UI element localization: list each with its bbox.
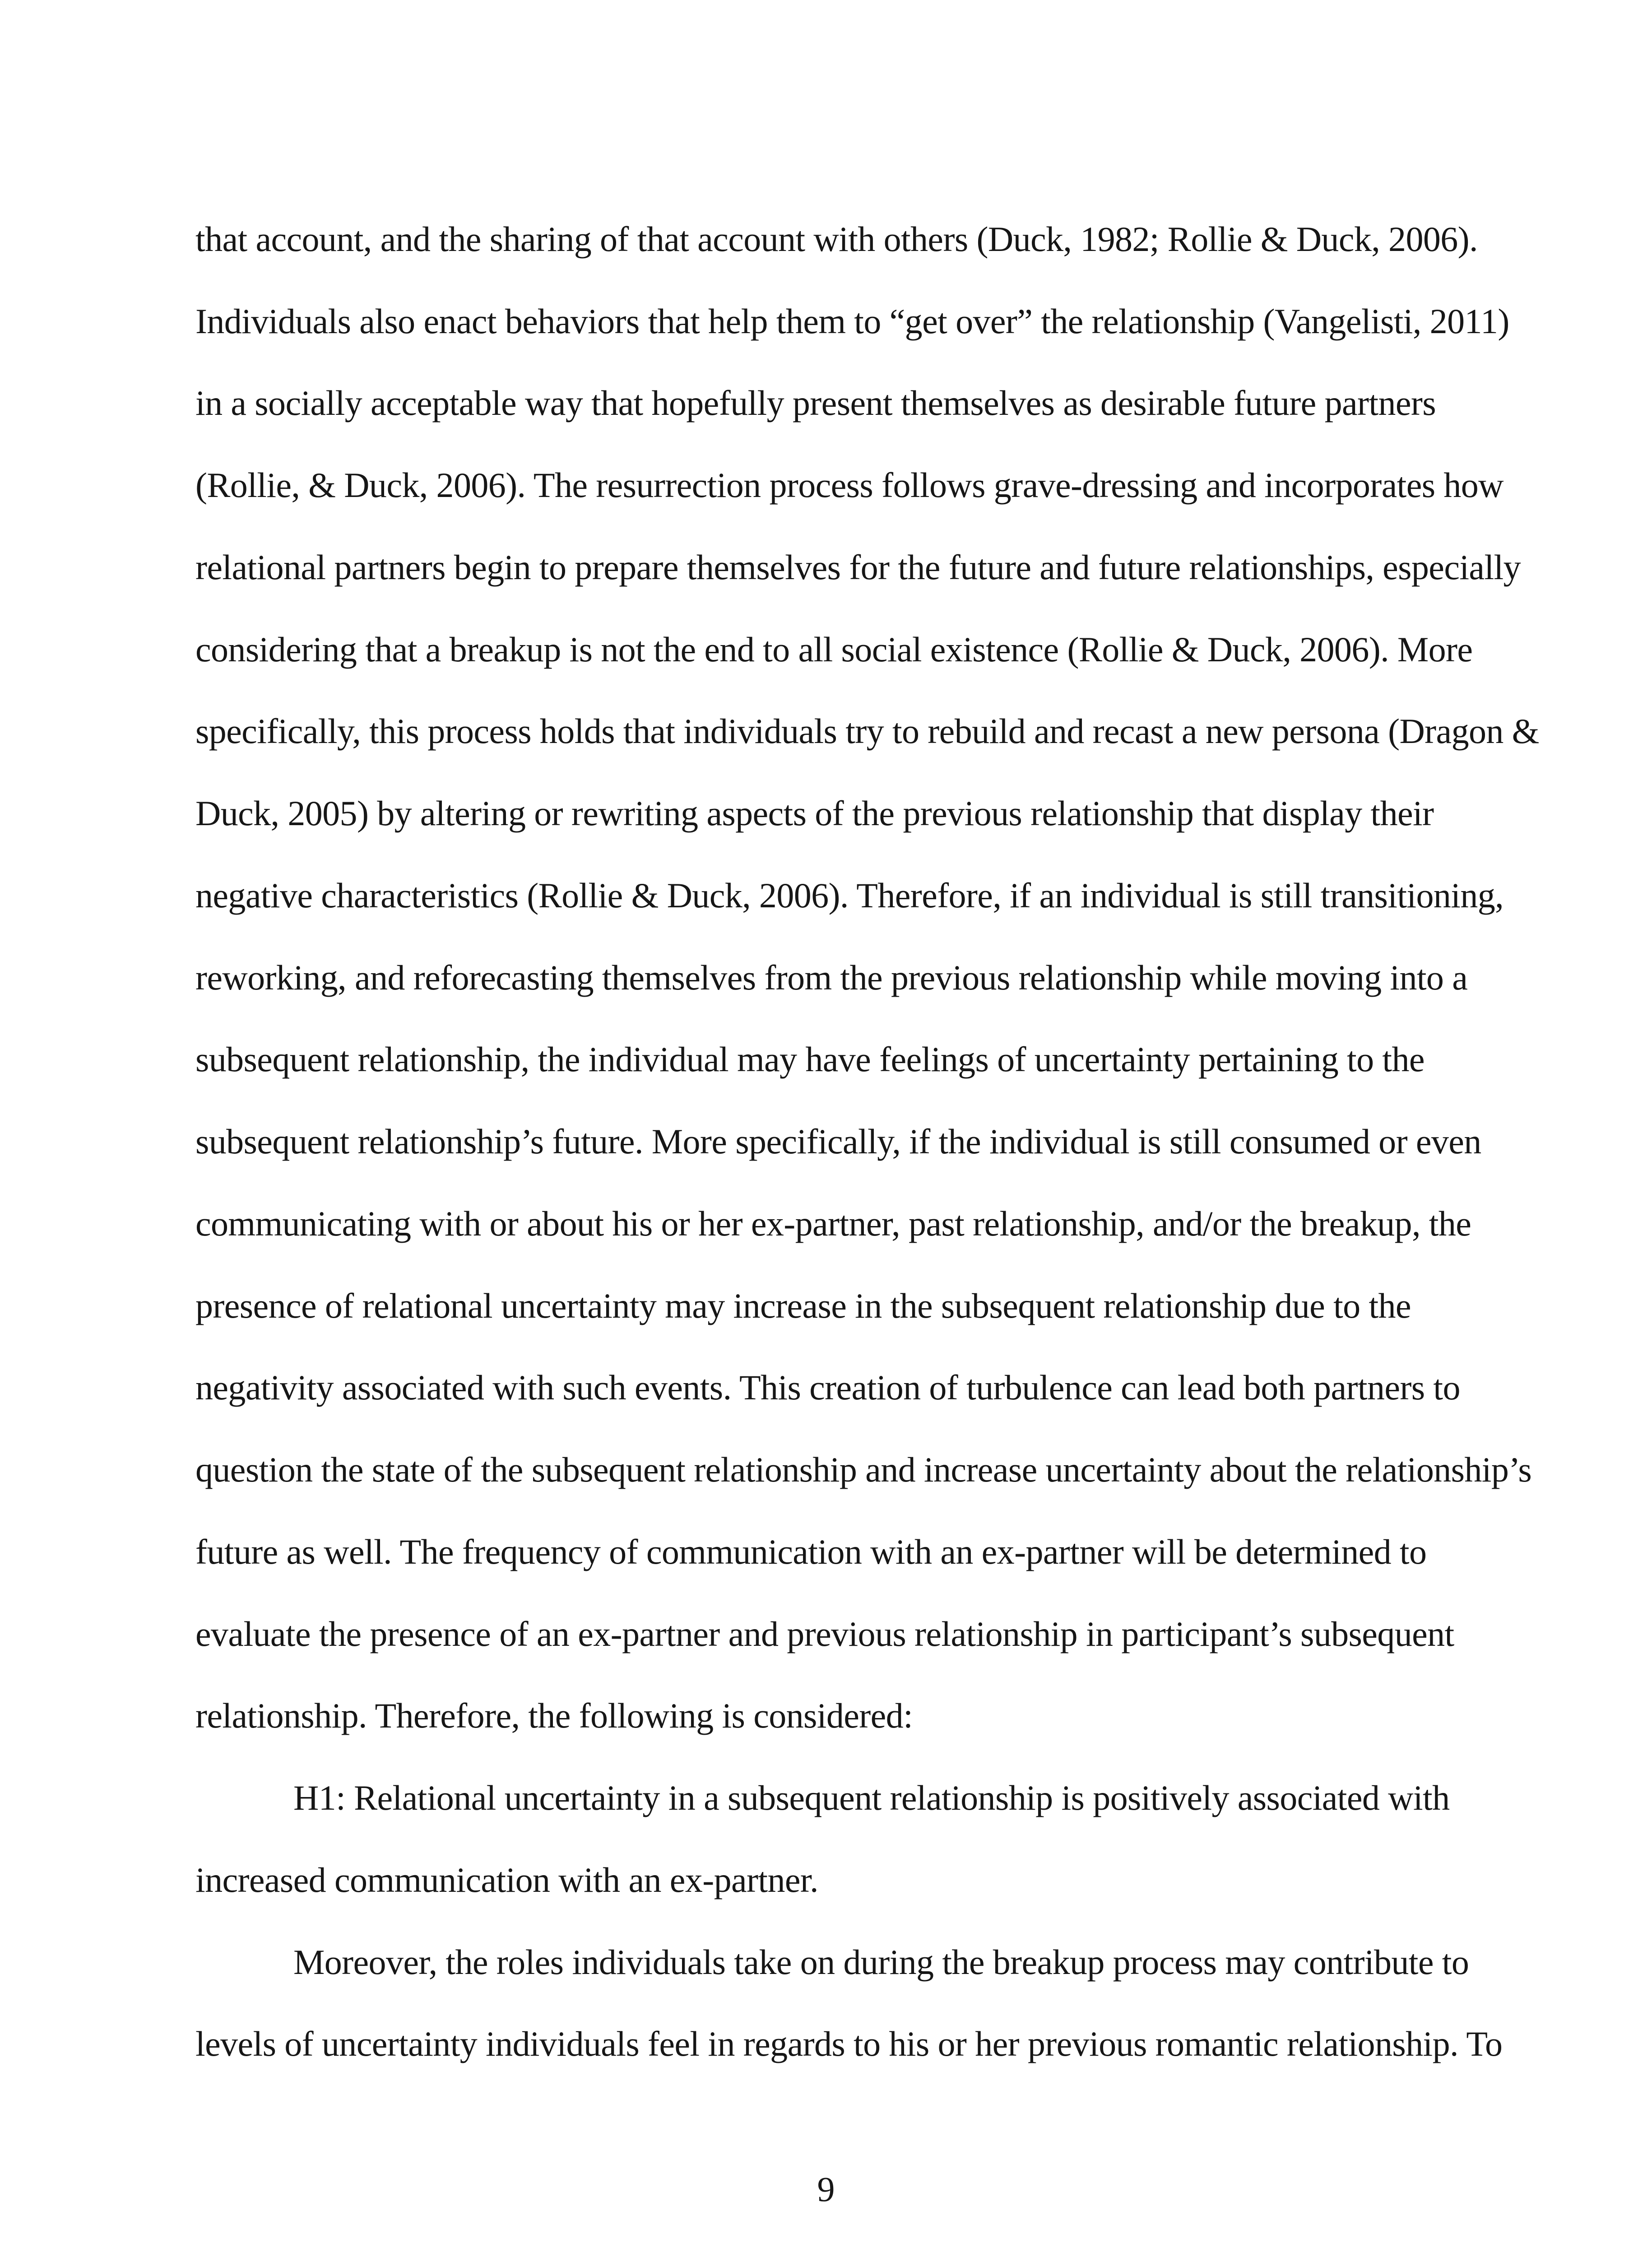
text-line: relational partners begin to prepare themselves for the future and future relationships, especially [195, 548, 1521, 587]
text-line: Duck, 2005) by altering or rewriting aspects of the previous relationship that display their [195, 794, 1434, 833]
text-line: communicating with or about his or her ex-partner, past relationship, and/or the breakup, the [195, 1204, 1471, 1243]
text-line: negative characteristics (Rollie & Duck, 2006). Therefore, if an individual is still transitioning, [195, 876, 1504, 915]
text-line: relationship. Therefore, the following is considered: [195, 1696, 913, 1735]
hypothesis-line: H1: Relational uncertainty in a subsequent relationship is positively associated with [293, 1778, 1450, 1817]
text-line: considering that a breakup is not the end to all social existence (Rollie & Duck, 2006). More [195, 630, 1473, 669]
text-line: negativity associated with such events. This creation of turbulence can lead both partners to [195, 1368, 1460, 1407]
text-line: that account, and the sharing of that account with others (Duck, 1982; Rollie & Duck, 2006). [195, 219, 1478, 259]
text-line: (Rollie, & Duck, 2006). The resurrection process follows grave-dressing and incorporates how [195, 465, 1504, 505]
text-line: question the state of the subsequent relationship and increase uncertainty about the relationship’s [195, 1450, 1532, 1489]
text-line: reworking, and reforecasting themselves from the previous relationship while moving into a [195, 958, 1468, 997]
text-line: evaluate the presence of an ex-partner and previous relationship in participant’s subsequent [195, 1614, 1454, 1653]
text-line: levels of uncertainty individuals feel in regards to his or her previous romantic relationship. To [195, 2024, 1503, 2063]
text-line: specifically, this process holds that individuals try to rebuild and recast a new persona (Dragon & [195, 711, 1539, 751]
text-line: future as well. The frequency of communication with an ex-partner will be determined to [195, 1532, 1427, 1571]
text-line: in a socially acceptable way that hopefully present themselves as desirable future partners [195, 383, 1436, 423]
text-line: subsequent relationship’s future. More specifically, if the individual is still consumed or even [195, 1122, 1481, 1161]
text-line: presence of relational uncertainty may increase in the subsequent relationship due to the [195, 1286, 1411, 1325]
text-line: increased communication with an ex-partner. [195, 1860, 818, 1899]
text-line: subsequent relationship, the individual may have feelings of uncertainty pertaining to the [195, 1040, 1425, 1079]
text-line: Individuals also enact behaviors that help them to “get over” the relationship (Vangelisti, 2011) [195, 302, 1509, 341]
paragraph-first-line: Moreover, the roles individuals take on during the breakup process may contribute to [293, 1942, 1469, 1982]
page-number: 9 [817, 2169, 835, 2209]
